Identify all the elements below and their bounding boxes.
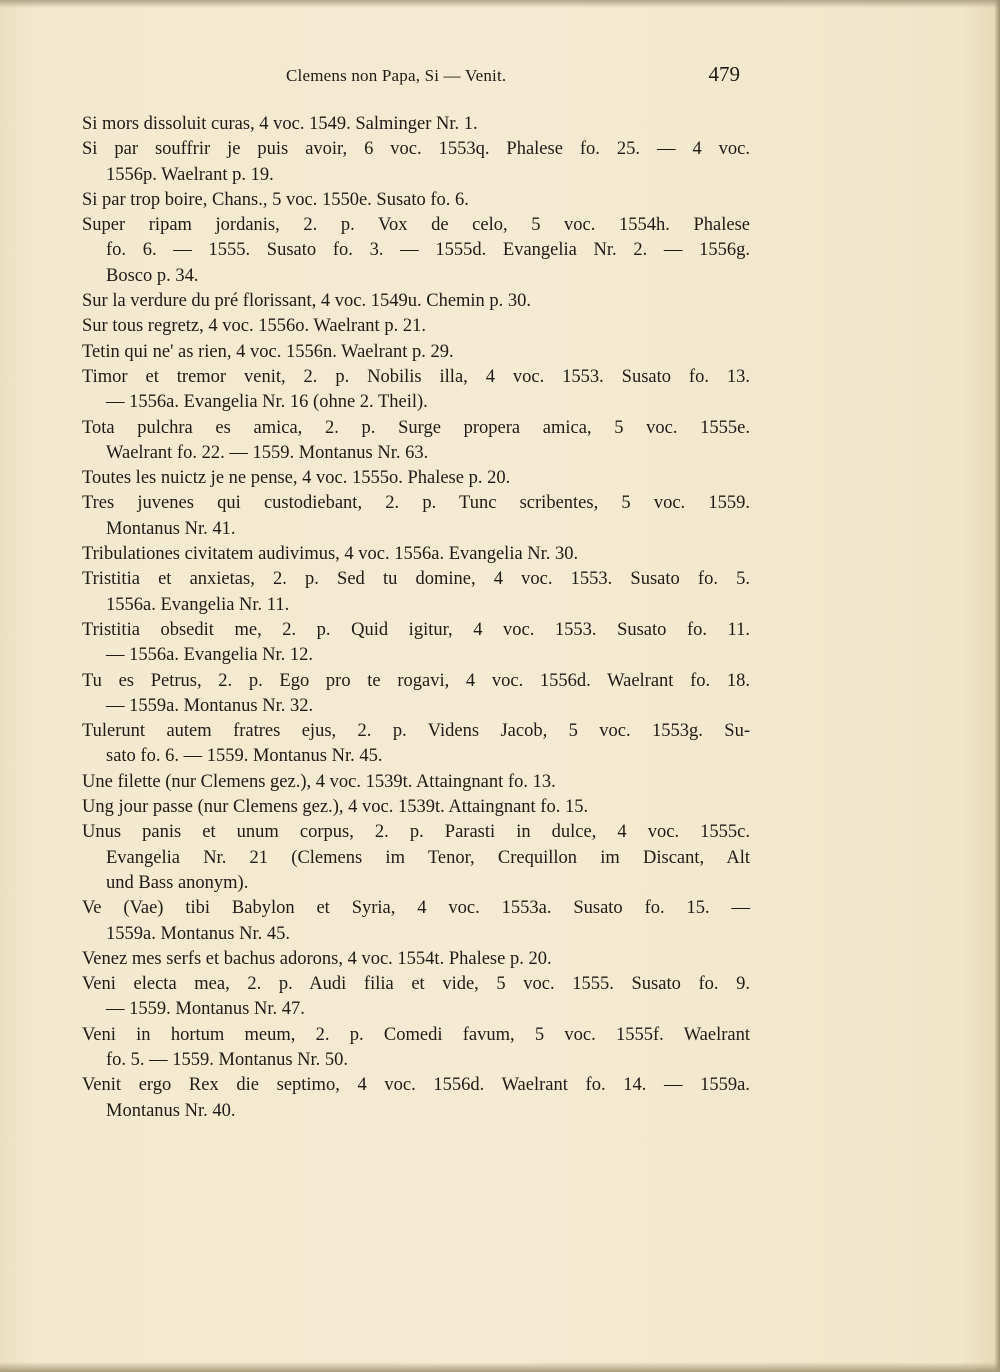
entry-line: Super ripam jordanis, 2. p. Vox de celo, 5 voc. 1554h. Phalese <box>82 215 750 236</box>
catalog-entry <box>82 669 750 720</box>
entry-line: Tres juvenes qui custodiebant, 2. p. Tunc scribentes, 5 voc. 1559. <box>82 493 750 514</box>
catalog-entry <box>82 618 750 669</box>
entry-line: Si par trop boire, Chans., 5 voc. 1550e. Susato fo. 6. <box>82 189 469 210</box>
catalog-entry <box>82 820 750 896</box>
page-number: 479 <box>708 62 740 86</box>
catalog-entry <box>82 1023 750 1074</box>
page-right-shadow <box>994 0 1000 1372</box>
catalog-entry <box>82 365 750 416</box>
page-bottom-shadow <box>0 1362 1000 1372</box>
running-title: Clemens non Papa, Si — Venit. <box>286 66 507 85</box>
entry-continuation-line: 1556a. Evangelia Nr. 11. <box>106 594 290 615</box>
catalog-entry <box>82 567 750 618</box>
page-header <box>80 62 740 94</box>
entry-line: Tota pulchra es amica, 2. p. Surge propera amica, 5 voc. 1555e. <box>82 417 750 438</box>
catalog-entry <box>82 491 750 542</box>
catalog-entry <box>82 947 750 972</box>
entry-line: Sur tous regretz, 4 voc. 1556o. Waelrant p. 21. <box>82 316 426 337</box>
entry-continuation-line: Waelrant fo. 22. — 1559. Montanus Nr. 63. <box>106 442 429 463</box>
entry-line: Tristitia obsedit me, 2. p. Quid igitur, 4 voc. 1553. Susato fo. 11. <box>82 619 750 640</box>
entry-continuation-line: fo. 5. — 1559. Montanus Nr. 50. <box>106 1049 349 1070</box>
catalog-entry <box>82 972 750 1023</box>
entry-line: Une filette (nur Clemens gez.), 4 voc. 1539t. Attaingnant fo. 13. <box>82 771 556 792</box>
entry-line: Venit ergo Rex die septimo, 4 voc. 1556d. Waelrant fo. 14. — 1559a. <box>82 1075 750 1096</box>
entry-line: Si mors dissoluit curas, 4 voc. 1549. Salminger Nr. 1. <box>82 114 478 134</box>
catalog-entry <box>82 542 750 567</box>
catalog-entry <box>82 340 750 365</box>
catalog-entry <box>82 466 750 491</box>
catalog-entry <box>82 719 750 770</box>
entry-line: Veni electa mea, 2. p. Audi filia et vide, 5 voc. 1555. Susato fo. 9. <box>82 974 750 995</box>
entry-continuation-line: — 1559. Montanus Nr. 47. <box>106 999 305 1020</box>
entry-line: Tribulationes civitatem audivimus, 4 voc. 1556a. Evangelia Nr. 30. <box>82 544 579 565</box>
entry-line: Ung jour passe (nur Clemens gez.), 4 voc. 1539t. Attaingnant fo. 15. <box>82 797 589 818</box>
entry-continuation-line: fo. 6. — 1555. Susato fo. 3. — 1555d. Evangelia Nr. 2. — 1556g. <box>106 240 750 261</box>
entry-continuation-line: 1559a. Montanus Nr. 45. <box>106 923 290 944</box>
catalog-entry <box>82 112 750 137</box>
page-top-shadow <box>0 0 1000 8</box>
entry-line: Tristitia et anxietas, 2. p. Sed tu domine, 4 voc. 1553. Susato fo. 5. <box>82 569 750 590</box>
entry-continuation-line: — 1556a. Evangelia Nr. 16 (ohne 2. Theil). <box>106 392 428 413</box>
catalog-entry-list <box>82 112 750 1124</box>
catalog-entry <box>82 188 750 213</box>
entry-continuation-line: Montanus Nr. 41. <box>106 518 236 539</box>
entry-continuation-line: Montanus Nr. 40. <box>106 1100 236 1121</box>
catalog-entry <box>82 289 750 314</box>
catalog-entry <box>82 137 750 188</box>
catalog-entry <box>82 795 750 820</box>
catalog-entry <box>82 416 750 467</box>
entry-line: Tulerunt autem fratres ejus, 2. p. Videns Jacob, 5 voc. 1553g. Su- <box>82 721 750 742</box>
entry-continuation-line: — 1559a. Montanus Nr. 32. <box>106 695 314 716</box>
entry-continuation-line: Bosco p. 34. <box>106 265 199 286</box>
entry-continuation-line: — 1556a. Evangelia Nr. 12. <box>106 645 314 666</box>
catalog-entry <box>82 896 750 947</box>
catalog-entry <box>82 1073 750 1124</box>
entry-line: Tetin qui ne' as rien, 4 voc. 1556n. Waelrant p. 29. <box>82 341 454 362</box>
catalog-entry <box>82 213 750 289</box>
catalog-entry <box>82 770 750 795</box>
entry-line: Tu es Petrus, 2. p. Ego pro te rogavi, 4 voc. 1556d. Waelrant fo. 18. <box>82 670 750 691</box>
catalog-entry <box>82 314 750 339</box>
entry-continuation-line: Evangelia Nr. 21 (Clemens im Tenor, Crequillon im Discant, Alt <box>106 847 750 868</box>
entry-continuation-line: sato fo. 6. — 1559. Montanus Nr. 45. <box>106 746 383 767</box>
entry-line: Venez mes serfs et bachus adorons, 4 voc. 1554t. Phalese p. 20. <box>82 948 552 969</box>
entry-line: Timor et tremor venit, 2. p. Nobilis illa, 4 voc. 1553. Susato fo. 13. <box>82 366 750 387</box>
entry-line: Si par souffrir je puis avoir, 6 voc. 1553q. Phalese fo. 25. — 4 voc. <box>82 139 750 160</box>
entry-line: Unus panis et unum corpus, 2. p. Parasti in dulce, 4 voc. 1555c. <box>82 822 750 843</box>
entry-line: Sur la verdure du pré florissant, 4 voc. 1549u. Chemin p. 30. <box>82 291 532 312</box>
entry-line: Ve (Vae) tibi Babylon et Syria, 4 voc. 1553a. Susato fo. 15. — <box>82 898 750 919</box>
entry-continuation-line: und Bass anonym). <box>106 872 249 893</box>
entry-line: Veni in hortum meum, 2. p. Comedi favum, 5 voc. 1555f. Waelrant <box>82 1024 750 1045</box>
entry-line: Toutes les nuictz je ne pense, 4 voc. 1555o. Phalese p. 20. <box>82 468 511 489</box>
entry-continuation-line: 1556p. Waelrant p. 19. <box>106 164 274 185</box>
